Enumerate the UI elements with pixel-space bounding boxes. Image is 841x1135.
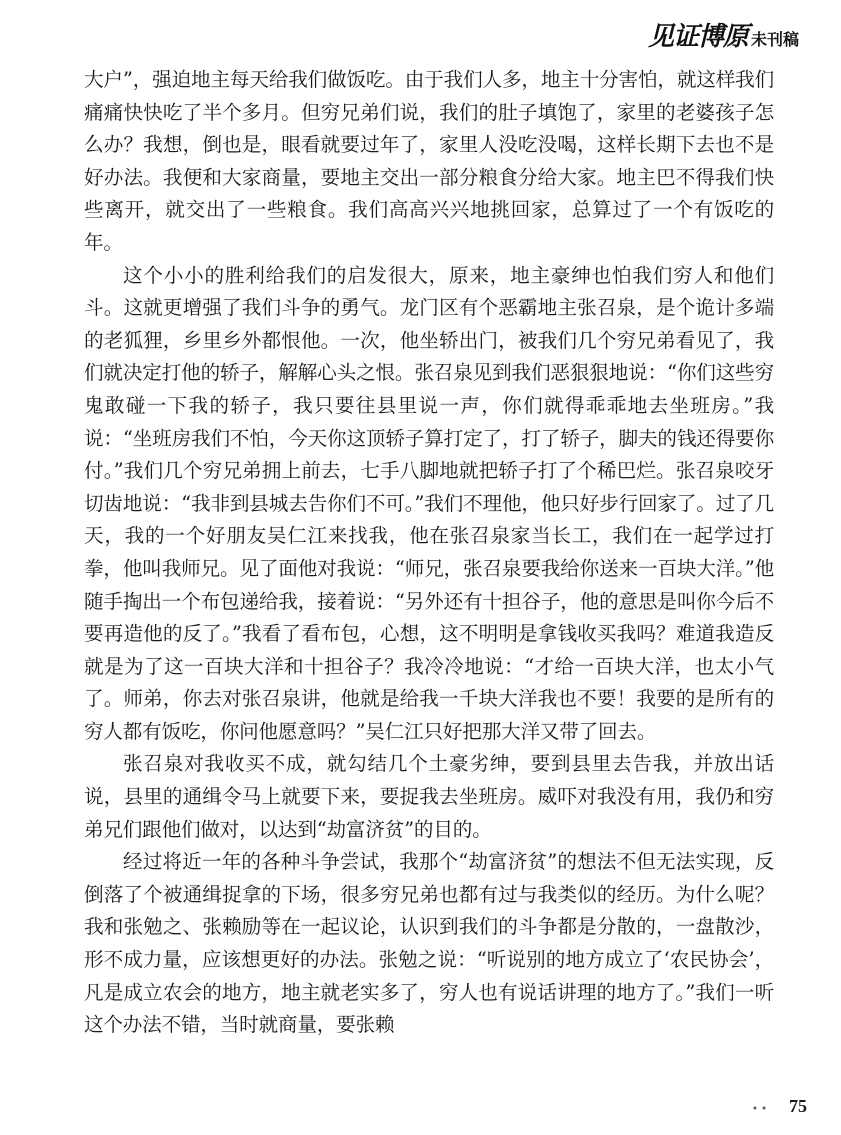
paragraph: 这个小小的胜利给我们的启发很大，原来，地主豪绅也怕我们穷人和他们斗。这就更增强了我们斗争的勇气。龙门区有个恶霸地主张召泉，是个诡计多端的老狐狸，乡里乡外都恨他。一次，他坐轿出门，被我们几个穷兄弟看见了，我们就决定打他的轿子，解解心头之恨。张召泉见到我们恶狠狠地说：“你们这些穷鬼敢碰一下我的轿子，我只要往县里说一声，你们就得乖乖地去坐班房。”我说：“坐班房我们不怕，今天你这顶轿子算打定了，打了轿子，脚夫的钱还得要你付。”我们几个穷兄弟拥上前去，七手八脚地就把轿子打了个稀巴烂。张召泉咬牙切齿地说：“我非到县城去告你们不可。”我们不理他，他只好步行回家了。过了几天，我的一个好朋友吴仁江来找我，他在张召泉家当长工，我们在一起学过打拳，他叫我师兄。见了面他对我说：“师兄，张召泉要我给你送来一百块大洋。”他随手掏出一个布包递给我，接着说：“另外还有十担谷子，他的意思是叫你今后不要再造他的反了。”我看了看布包，心想，这不明明是拿钱收买我吗？难道我造反就是为了这一百块大洋和十担谷子？我冷冷地说：“才给一百块大洋，也太小气了。师弟，你去对张召泉讲，他就是给我一千块大洋我也不要！我要的是所有的穷人都有饭吃，你问他愿意吗？”吴仁江只好把那大洋又带了回去。 bbox=[84, 263, 774, 743]
page-footer bbox=[752, 1096, 807, 1117]
paragraph: 张召泉对我收买不成，就勾结几个土豪劣绅，要到县里去告我，并放出话说，县里的通缉令马上就要下来，要捉我去坐班房。威吓对我没有用，我仍和穷弟兄们跟他们做对，以达到“劫富济贫”的目的。 bbox=[84, 752, 774, 841]
footer-dots: • • bbox=[752, 1104, 767, 1115]
unpublished-tag: 未刊稿 bbox=[750, 30, 799, 49]
paragraph: 大户”，强迫地主每天给我们做饭吃。由于我们人多，地主十分害怕，就这样我们痛痛快快吃了半个多月。但穷兄弟们说，我们的肚子填饱了，家里的老婆孩子怎么办？我想，倒也是，眼看就要过年了，家里人没吃没喝，这样长期下去也不是好办法。我便和大家商量，要地主交出一部分粮食分给大家。地主巴不得我们快些离开，就交出了一些粮食。我们高高兴兴地挑回家，总算过了一个有饭吃的年。 bbox=[84, 68, 774, 254]
body-text bbox=[84, 64, 774, 1042]
page-header bbox=[648, 16, 799, 53]
page-number: 75 bbox=[789, 1096, 807, 1116]
journal-logo: 见证博原 bbox=[647, 22, 748, 52]
paragraph: 经过将近一年的各种斗争尝试，我那个“劫富济贫”的想法不但无法实现，反倒落了个被通缉捉拿的下场，很多穷兄弟也都有过与我类似的经历。为什么呢？我和张勉之、张赖励等在一起议论，认识到我们的斗争都是分散的，一盘散沙，形不成力量，应该想更好的办法。张勉之说：“听说别的地方成立了‘农民协会’，凡是成立农会的地方，地主就老实多了，穷人也有说话讲理的地方了。”我们一听这个办法不错，当时就商量，要张赖 bbox=[84, 850, 774, 1037]
